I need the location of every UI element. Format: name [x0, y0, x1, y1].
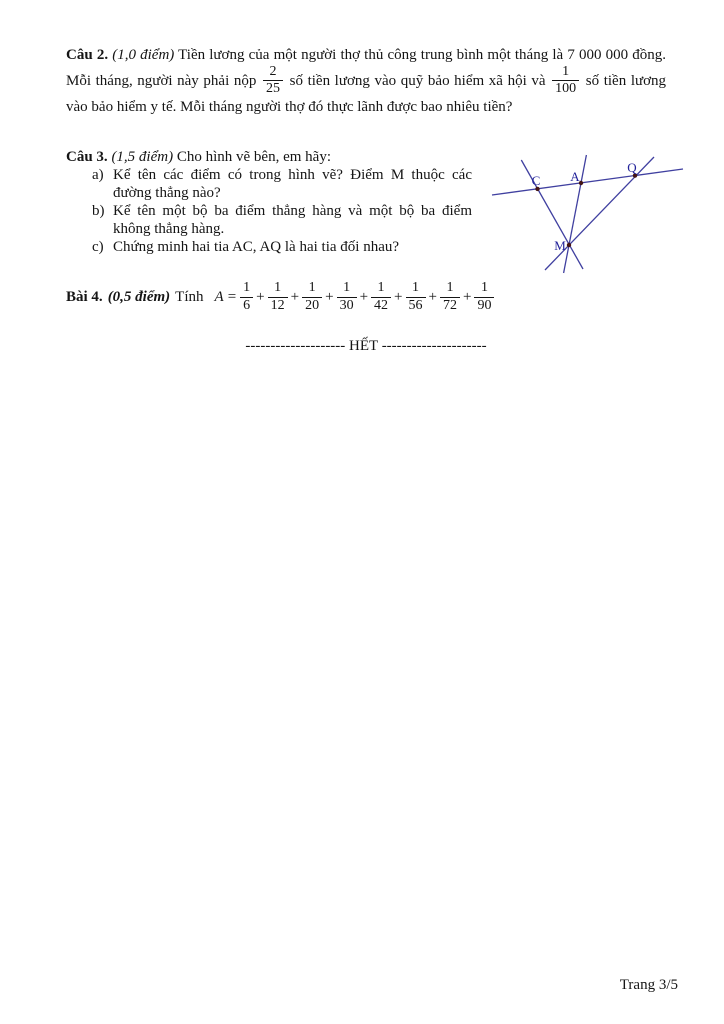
fraction-2-25	[263, 64, 283, 97]
question-3-intro: Cho hình vẽ bên, em hãy:	[176, 149, 331, 165]
fraction-1-90	[474, 280, 494, 313]
label-M: M	[554, 238, 566, 253]
fraction-1-56	[406, 280, 426, 313]
end-divider	[66, 337, 666, 356]
fraction-denominator: 12	[270, 297, 285, 313]
fraction-numerator: 1	[302, 280, 322, 297]
geometry-figure-svg	[480, 145, 724, 280]
list-item-text: Chứng minh hai tia AC, AQ là hai tia đối nhau?	[113, 239, 400, 255]
fraction-numerator: 2	[263, 64, 283, 81]
point-M	[567, 243, 571, 247]
plus-sign: +	[462, 288, 472, 305]
fraction-denominator: 42	[374, 297, 389, 313]
plus-sign: +	[290, 288, 300, 305]
list-item	[66, 166, 478, 202]
fraction-numerator: 1	[337, 280, 357, 297]
fraction-numerator: 1	[240, 280, 253, 297]
plus-sign: +	[359, 288, 369, 305]
line-MQ	[545, 157, 654, 270]
fraction-denominator: 72	[442, 297, 457, 313]
list-item-marker: c)	[92, 239, 104, 255]
fraction-1-20	[302, 280, 322, 313]
fraction-1-72	[440, 280, 460, 313]
fraction-denominator: 30	[339, 297, 354, 313]
question-2	[66, 46, 666, 116]
question-3-points: (1,5 điểm)	[111, 149, 174, 165]
label-A: A	[570, 169, 580, 184]
list-item	[66, 202, 478, 238]
end-divider-dashes-right: ---------------------	[381, 338, 487, 354]
label-C: C	[531, 173, 541, 188]
question-4-label: Bài 4.	[66, 288, 103, 305]
fraction-1-6	[240, 280, 253, 313]
question-4-points: (0,5 điểm)	[107, 288, 171, 305]
plus-sign: +	[394, 288, 403, 305]
page-number: Trang 3/5	[619, 977, 678, 993]
question-4	[66, 278, 494, 316]
equals-sign: =	[227, 288, 237, 305]
fraction-denominator: 25	[266, 80, 280, 96]
fraction-numerator: 1	[268, 280, 288, 297]
list-item	[66, 238, 478, 256]
plus-sign: +	[325, 288, 334, 305]
fraction-numerator: 1	[440, 280, 460, 297]
fraction-numerator: 1	[552, 64, 579, 81]
list-item-text: Kể tên các điểm có trong hình vẽ? Điểm M thuộc các đường thẳng nào?	[113, 167, 472, 201]
list-item-marker: b)	[92, 203, 105, 219]
question-2-text-3: số tiền lương vào bảo hiểm y tế. Mỗi tháng người thợ đó thực lãnh được bao nhiêu tiền?	[66, 72, 667, 115]
fraction-numerator: 1	[371, 280, 391, 297]
question-3-label: Câu 3.	[66, 149, 108, 165]
end-divider-label: HẾT	[349, 338, 378, 354]
list-item-marker: a)	[92, 167, 104, 183]
label-Q: Q	[627, 160, 637, 175]
plus-sign: +	[428, 288, 437, 305]
fraction-numerator: 1	[406, 280, 426, 297]
fraction-1-12	[268, 280, 288, 313]
fraction-denominator: 100	[555, 80, 577, 96]
fraction-denominator: 6	[243, 297, 251, 313]
list-item-text: Kể tên một bộ ba điểm thẳng hàng và một bộ ba điểm không thẳng hàng.	[113, 203, 472, 237]
line-CAQ	[492, 169, 683, 195]
fraction-denominator: 20	[305, 297, 320, 313]
fraction-1-100	[552, 64, 579, 97]
question-2-label: Câu 2.	[66, 47, 109, 63]
fraction-numerator: 1	[474, 280, 494, 297]
question-2-text-1: Tiền lương của một người thợ thủ công trung bình một tháng là 7 000 000 đồng. Mỗi tháng, người này phải nộp	[66, 47, 667, 89]
geometry-figure	[480, 145, 724, 280]
fraction-1-42	[371, 280, 391, 313]
end-divider-dashes-left: --------------------	[245, 338, 346, 354]
question-2-text-2: số tiền lương vào quỹ bảo hiểm xã hội và	[289, 72, 546, 89]
question-3-list	[66, 166, 478, 256]
fraction-denominator: 56	[408, 297, 423, 313]
question-2-points: (1,0 điểm)	[112, 47, 175, 63]
fraction-1-30	[337, 280, 357, 313]
plus-sign: +	[256, 288, 265, 305]
question-4-text: Tính	[175, 288, 204, 305]
formula-variable: A	[214, 288, 224, 305]
fraction-denominator: 90	[477, 297, 492, 313]
